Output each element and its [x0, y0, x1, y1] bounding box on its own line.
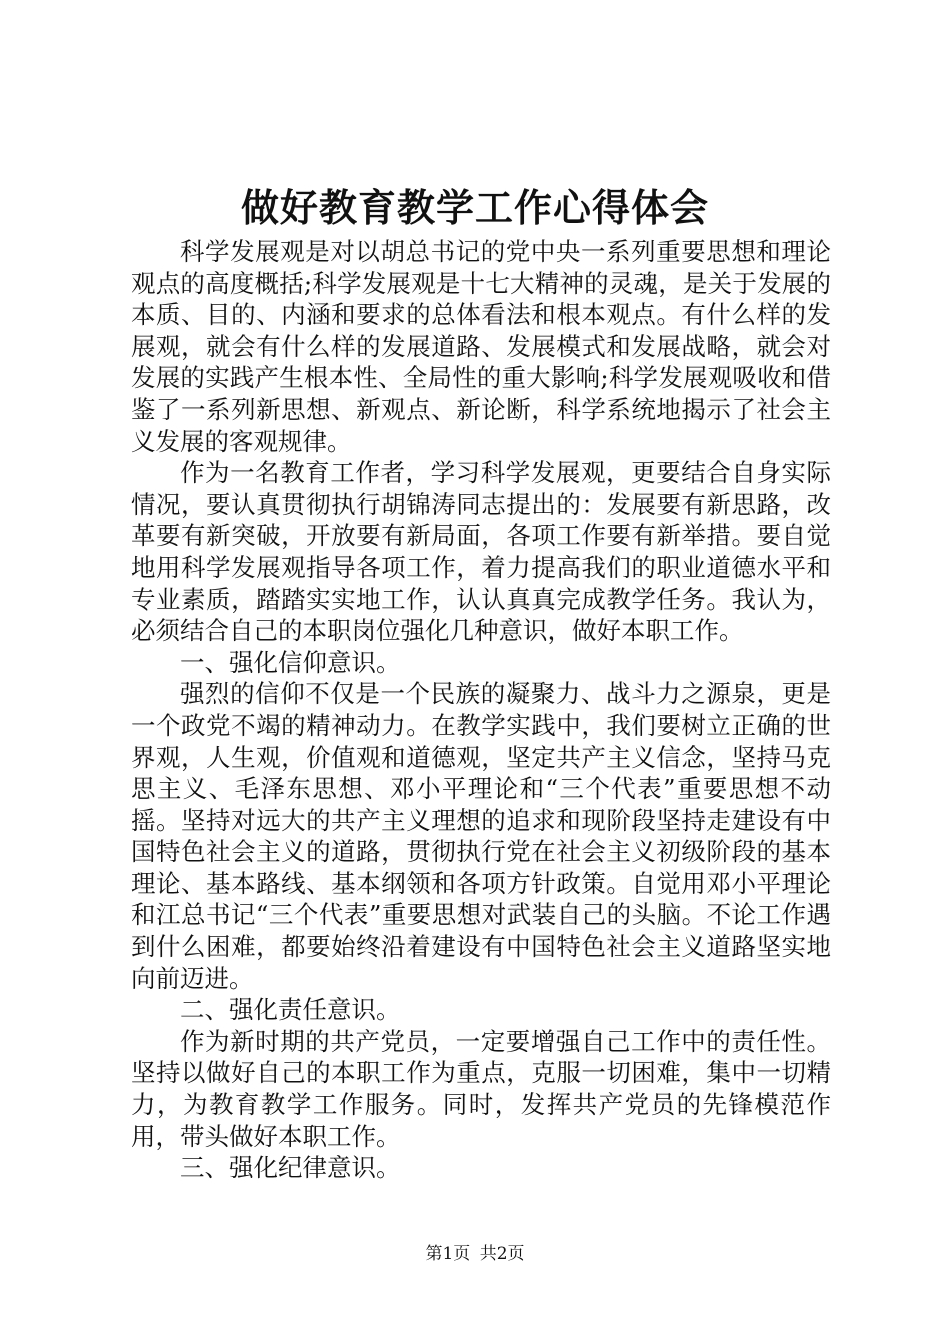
paragraph-educator: 作为一名教育工作者，学习科学发展观，更要结合自身实际情况，要认真贯彻执行胡锦涛同志提出的：发展要有新思路，改革要有新突破，开放要有新局面，各项工作要有新举措。要自觉地用科学发展观指导各项工作，着力提高我们的职业道德水平和专业素质，踏踏实实地工作，认认真真完成教学任务。我认为，必须结合自己的本职岗位强化几种意识，做好本职工作。 [131, 458, 831, 646]
paragraph-intro: 科学发展观是对以胡总书记的党中央一系列重要思想和理论观点的高度概括;科学发展观是十七大精神的灵魂，是关于发展的本质、目的、内涵和要求的总体看法和根本观点。有什么样的发展观，就会有什么样的发展道路、发展模式和发展战略，就会对发展的实践产生根本性、全局性的重大影响;科学发展观吸收和借鉴了一系列新思想、新观点、新论断，科学系统地揭示了社会主义发展的客观规律。 [131, 237, 831, 456]
section-heading-responsibility: 二、强化责任意识。 [180, 995, 401, 1025]
document-title: 做好教育教学工作心得体会 [240, 185, 709, 230]
page-footer [0, 1242, 950, 1266]
paragraph-belief: 强烈的信仰不仅是一个民族的凝聚力、战斗力之源泉，更是一个政党不竭的精神动力。在教学实践中，我们要树立正确的世界观，人生观，价值观和道德观，坚定共产主义信念，坚持马克思主义、毛泽东思想、邓小平理论和“三个代表”重要思想不动摇。坚持对远大的共产主义理想的追求和现阶段坚持走建设有中国特色社会主义的道路，贯彻执行党在社会主义初级阶段的基本理论、基本路线、基本纲领和各项方针政策。自觉用邓小平理论和江总书记“三个代表”重要思想对武装自己的头脑。不论工作遇到什么困难，都要始终沿着建设有中国特色社会主义道路坚实地向前迈进。 [131, 679, 831, 993]
page-number: 第1页 [425, 1244, 471, 1264]
section-heading-belief: 一、强化信仰意识。 [180, 647, 401, 677]
page-total: 共2页 [479, 1244, 525, 1264]
section-heading-discipline: 三、强化纪律意识。 [180, 1153, 401, 1183]
paragraph-responsibility: 作为新时期的共产党员，一定要增强自己工作中的责任性。坚持以做好自己的本职工作为重点，克服一切困难，集中一切精力，为教育教学工作服务。同时，发挥共产党员的先锋模范作用，带头做好本职工作。 [131, 1026, 831, 1151]
document-body [131, 236, 831, 1184]
